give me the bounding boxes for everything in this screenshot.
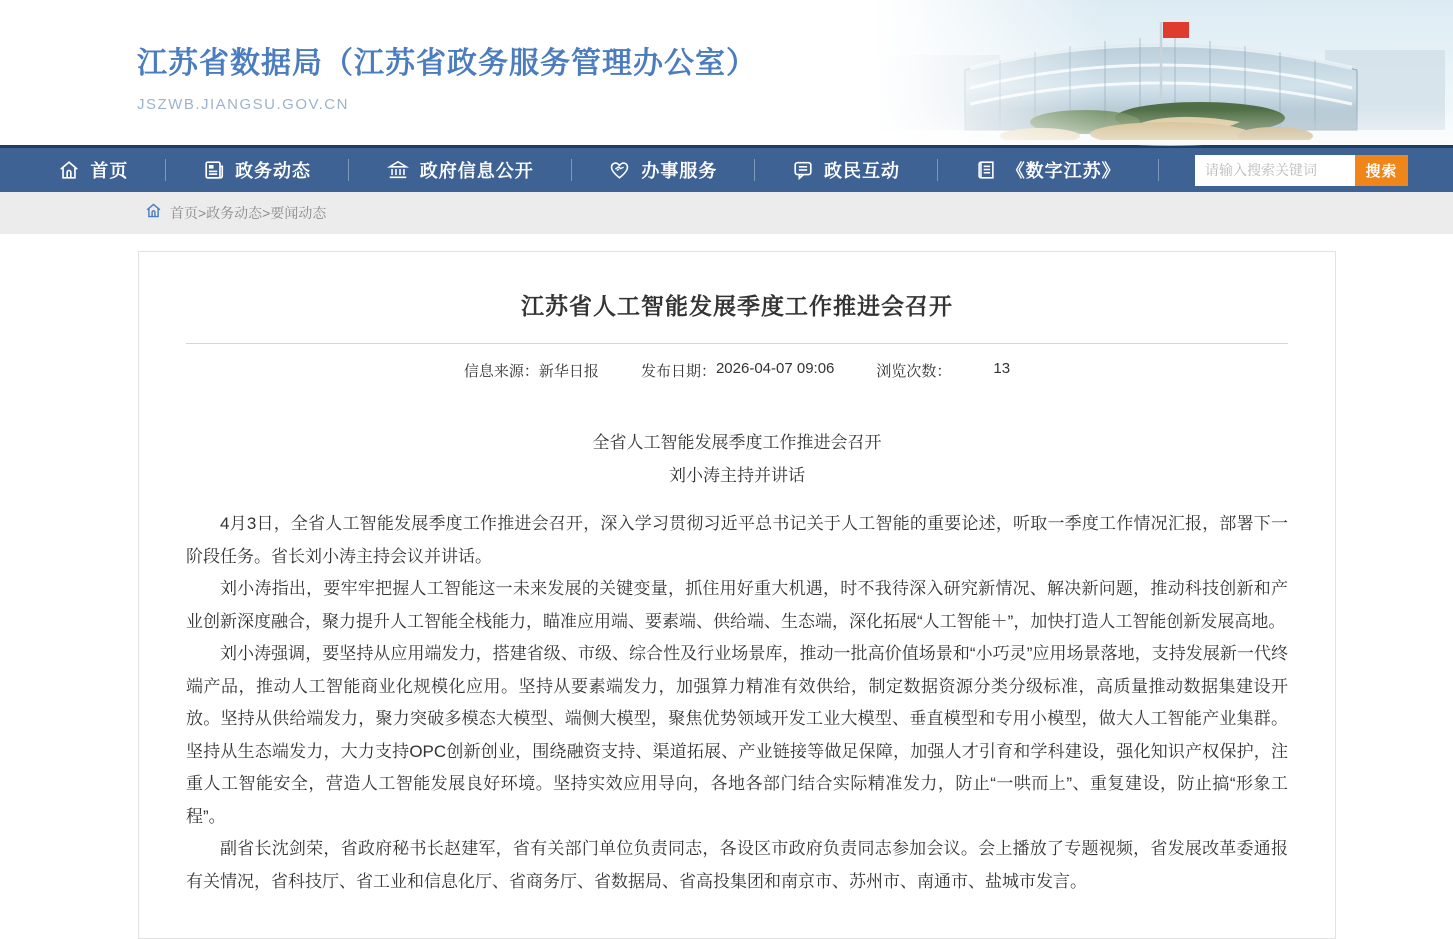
search-input[interactable]	[1195, 155, 1355, 186]
meta-views	[876, 360, 1010, 381]
main-navbar	[0, 145, 1453, 192]
service-heart-icon	[608, 159, 631, 181]
nav-divider	[937, 159, 938, 181]
site-title: 江苏省数据局（江苏省政务服务管理办公室）	[137, 47, 757, 80]
nav-label: 办事服务	[641, 161, 718, 181]
nav-label: 首页	[90, 161, 129, 181]
meta-date	[641, 360, 834, 381]
nav-divider	[1158, 159, 1159, 181]
breadcrumb-home-icon[interactable]	[145, 202, 162, 224]
site-domain: JSZWB.JIANGSU.GOV.CN	[137, 96, 349, 113]
paragraph: 刘小涛强调，要坚持从应用端发力，搭建省级、市级、综合性及行业场景库，推动一批高价值场景和“小巧灵”应用场景落地，支持发展新一代终端产品，推动人工智能商业化规模化应用。坚持从要素端发力，加强算力精准有效供给，制定数据资源分类分级标准，高质量推动数据集建设开放。坚持从供给端发力，聚力突破多模态大模型、端侧大模型，聚焦优势领域开发工业大模型、垂直模型和专用小模型，做大人工智能产业集群。坚持从生态端发力，大力支持OPC创新创业，围绕融资支持、渠道拓展、产业链接等做足保障，加强人才引育和学科建设，强化知识产权保护，注重人工智能安全，营造人工智能发展良好环境。坚持实效应用导向，各地各部门结合实际精准发力，防止“一哄而上”、重复建设，防止搞“形象工程”。	[186, 644, 1288, 826]
news-icon	[203, 159, 225, 181]
article-meta	[186, 344, 1288, 391]
article-subheadline: 刘小涛主持并讲话	[669, 465, 805, 485]
nav-item-interaction[interactable]	[792, 157, 900, 183]
meta-source-value: 新华日报	[538, 363, 599, 380]
chat-bubble-icon	[792, 159, 814, 181]
nav-item-home[interactable]	[58, 157, 128, 183]
government-building-icon	[386, 159, 410, 181]
nav-items	[0, 148, 1177, 192]
nav-label: 《数字江苏》	[1006, 161, 1121, 181]
breadcrumb[interactable]: 首页>政务动态>要闻动态	[170, 205, 327, 221]
meta-source	[464, 360, 599, 381]
meta-source-label: 信息来源：	[463, 363, 539, 380]
meta-views-label: 浏览次数：	[876, 363, 952, 380]
meta-date-label: 发布日期：	[640, 363, 716, 380]
nav-item-services[interactable]	[608, 157, 717, 183]
paragraph: 刘小涛指出，要牢牢把握人工智能这一未来发展的关键变量，抓住用好重大机遇，时不我待深入研究新情况、解决新问题，推动科技创新和产业创新深度融合，聚力提升人工智能全栈能力，瞄准应用端、要素端、供给端、生态端，深化拓展“人工智能＋”，加快打造人工智能创新发展高地。	[186, 579, 1288, 631]
nav-label: 政务动态	[235, 161, 312, 181]
nav-item-news[interactable]	[203, 157, 311, 183]
nav-item-gov-info[interactable]	[386, 157, 534, 183]
article-body	[186, 427, 1288, 898]
header-building-photo	[870, 0, 1453, 145]
nav-divider	[165, 159, 166, 181]
body-paragraphs	[186, 508, 1288, 898]
article-title: 江苏省人工智能发展季度工作推进会召开	[521, 293, 953, 319]
header-branding	[137, 38, 757, 113]
content-area	[0, 251, 1453, 939]
nav-label: 政民互动	[824, 161, 901, 181]
article-headline: 全省人工智能发展季度工作推进会召开	[592, 433, 882, 452]
meta-date-value: 2026-04-07 09:06	[715, 360, 835, 377]
meta-views-value: 13	[993, 360, 1011, 377]
site-header	[0, 0, 1453, 145]
book-icon	[975, 159, 997, 181]
nav-divider	[571, 159, 572, 181]
nav-label: 政府信息公开	[419, 161, 534, 181]
search-button[interactable]: 搜索	[1355, 155, 1408, 186]
breadcrumb-bar	[0, 192, 1453, 234]
nav-divider	[754, 159, 755, 181]
nav-item-digital-jiangsu[interactable]	[975, 157, 1121, 183]
nav-divider	[348, 159, 349, 181]
paragraph: 副省长沈剑荣，省政府秘书长赵建军，省有关部门单位负责同志，各设区市政府负责同志参加会议。会上播放了专题视频，省发展改革委通报有关情况，省科技厅、省工业和信息化厅、省商务厅、省数据局、省高投集团和南京市、苏州市、南通市、盐城市发言。	[186, 839, 1288, 891]
home-icon	[58, 159, 80, 181]
article-card	[138, 251, 1336, 939]
nav-search	[1195, 155, 1408, 186]
photo-fade-overlay	[870, 0, 1453, 145]
paragraph: 4月3日，全省人工智能发展季度工作推进会召开，深入学习贯彻习近平总书记关于人工智能的重要论述，听取一季度工作情况汇报，部署下一阶段任务。省长刘小涛主持会议并讲话。	[186, 514, 1288, 566]
